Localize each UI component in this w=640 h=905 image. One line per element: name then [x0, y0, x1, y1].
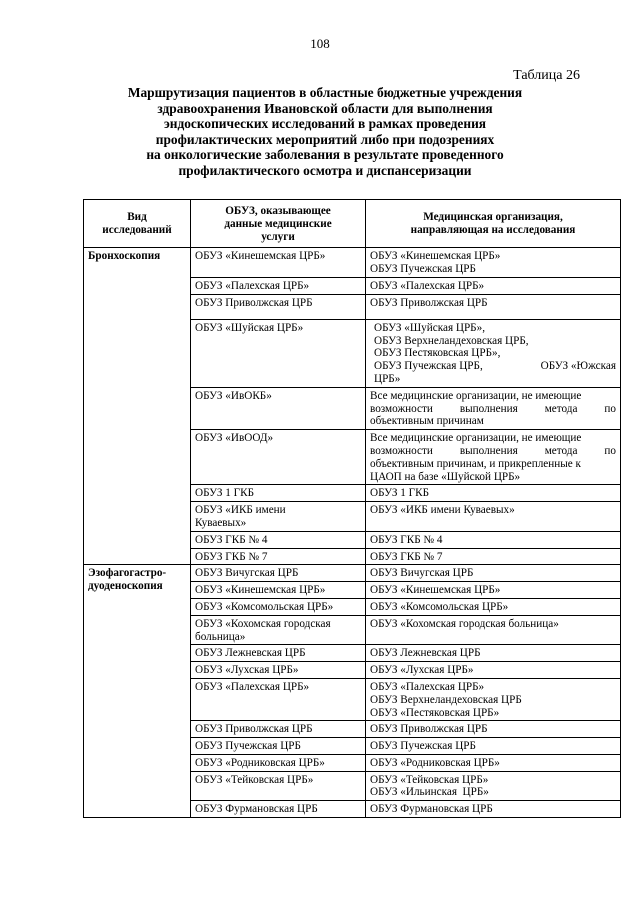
provider-cell: ОБУЗ «ИКБ имени Куваевых» [191, 502, 366, 532]
provider-cell: ОБУЗ Пучежская ЦРБ [191, 738, 366, 755]
referring-cell: ОБУЗ Лежневская ЦРБ [366, 645, 621, 662]
referring-cell: ОБУЗ «Шуйская ЦРБ», ОБУЗ Верхнеландеховская ЦРБ, ОБУЗ Пестяковская ЦРБ», ОБУЗ Пучежская ЦРБ, ОБУЗ «Южская ЦРБ» [366, 319, 621, 387]
table-row [84, 565, 621, 582]
provider-cell: ОБУЗ Приволжская ЦРБ [191, 294, 366, 319]
referring-cell: ОБУЗ Пучежская ЦРБ [366, 738, 621, 755]
referring-cell: ОБУЗ «ИКБ имени Куваевых» [366, 502, 621, 532]
routing-table [83, 199, 621, 818]
provider-cell: ОБУЗ 1 ГКБ [191, 485, 366, 502]
referring-cell: ОБУЗ «Палехская ЦРБ» [366, 277, 621, 294]
referring-cell: ОБУЗ «Кинешемская ЦРБ» [366, 582, 621, 599]
provider-cell: ОБУЗ Фурмановская ЦРБ [191, 801, 366, 818]
referring-cell: ОБУЗ Приволжская ЦРБ [366, 294, 621, 319]
referring-cell: Все медицинские организации, не имеющие возможности выполнения метода по объективным причинам, и прикрепленные к ЦАОП на базе «Шуйской ЦРБ» [366, 430, 621, 485]
provider-cell: ОБУЗ Приволжская ЦРБ [191, 721, 366, 738]
referring-cell: ОБУЗ Вичугская ЦРБ [366, 565, 621, 582]
referring-cell: ОБУЗ «Лухская ЦРБ» [366, 662, 621, 679]
section-esophagogastroduodenoscopy: Эзофагогастро- дуоденоскопия [84, 565, 191, 818]
referring-cell: ОБУЗ «Комсомольская ЦРБ» [366, 598, 621, 615]
provider-cell: ОБУЗ ГКБ № 4 [191, 531, 366, 548]
provider-cell: ОБУЗ «Комсомольская ЦРБ» [191, 598, 366, 615]
title-line: на онкологические заболевания в результате проведенного [146, 147, 504, 163]
referring-cell: ОБУЗ ГКБ № 4 [366, 531, 621, 548]
provider-cell: ОБУЗ Лежневская ЦРБ [191, 645, 366, 662]
referring-cell: Все медицинские организации, не имеющие возможности выполнения метода по объективным причинам [366, 387, 621, 429]
header-study-type: Вид исследований [84, 200, 191, 248]
provider-cell: ОБУЗ ГКБ № 7 [191, 548, 366, 565]
provider-cell: ОБУЗ «Лухская ЦРБ» [191, 662, 366, 679]
provider-cell: ОБУЗ «ИвООД» [191, 430, 366, 485]
provider-cell: ОБУЗ «Палехская ЦРБ» [191, 678, 366, 720]
provider-cell: ОБУЗ «Тейковская ЦРБ» [191, 771, 366, 801]
page-number: 108 [310, 36, 330, 51]
document-title [86, 85, 564, 179]
header-referring-org: Медицинская организация, направляющая на исследования [366, 200, 621, 248]
provider-cell: ОБУЗ Вичугская ЦРБ [191, 565, 366, 582]
referring-cell: ОБУЗ ГКБ № 7 [366, 548, 621, 565]
provider-cell: ОБУЗ «Кинешемская ЦРБ» [191, 248, 366, 278]
table-row [84, 248, 621, 278]
referring-cell: ОБУЗ «Тейковская ЦРБ» ОБУЗ «Ильинская ЦРБ» [366, 771, 621, 801]
title-line: Маршрутизация пациентов в областные бюджетные учреждения [127, 85, 523, 100]
referring-cell: ОБУЗ «Кинешемская ЦРБ» ОБУЗ Пучежская ЦРБ [366, 248, 621, 278]
table-header-row [84, 200, 621, 248]
provider-cell: ОБУЗ «Кинешемская ЦРБ» [191, 582, 366, 599]
provider-cell: ОБУЗ «ИвОКБ» [191, 387, 366, 429]
referring-cell: ОБУЗ Приволжская ЦРБ [366, 721, 621, 738]
title-line: профилактических мероприятий либо при подозрениях [155, 131, 495, 147]
referring-cell: ОБУЗ «Родниковская ЦРБ» [366, 754, 621, 771]
title-line: профилактического осмотра и диспансеризации [178, 162, 472, 178]
provider-cell: ОБУЗ «Шуйская ЦРБ» [191, 319, 366, 387]
title-line: здравоохранения Ивановской области для выполнения [157, 100, 493, 116]
provider-cell: ОБУЗ «Палехская ЦРБ» [191, 277, 366, 294]
header-provider: ОБУЗ, оказывающее данные медицинские услуги [191, 200, 366, 248]
table-label: Таблица 26 [513, 68, 580, 83]
referring-cell: ОБУЗ 1 ГКБ [366, 485, 621, 502]
provider-cell: ОБУЗ «Родниковская ЦРБ» [191, 754, 366, 771]
referring-cell: ОБУЗ Фурмановская ЦРБ [366, 801, 621, 818]
referring-cell: ОБУЗ «Кохомская городская больница» [366, 615, 621, 645]
section-bronchoscopy: Бронхоскопия [84, 248, 191, 565]
provider-cell: ОБУЗ «Кохомская городская больница» [191, 615, 366, 645]
referring-cell: ОБУЗ «Палехская ЦРБ» ОБУЗ Верхнеландеховская ЦРБ ОБУЗ «Пестяковская ЦРБ» [366, 678, 621, 720]
title-line: эндоскопических исследований в рамках проведения [163, 116, 487, 132]
